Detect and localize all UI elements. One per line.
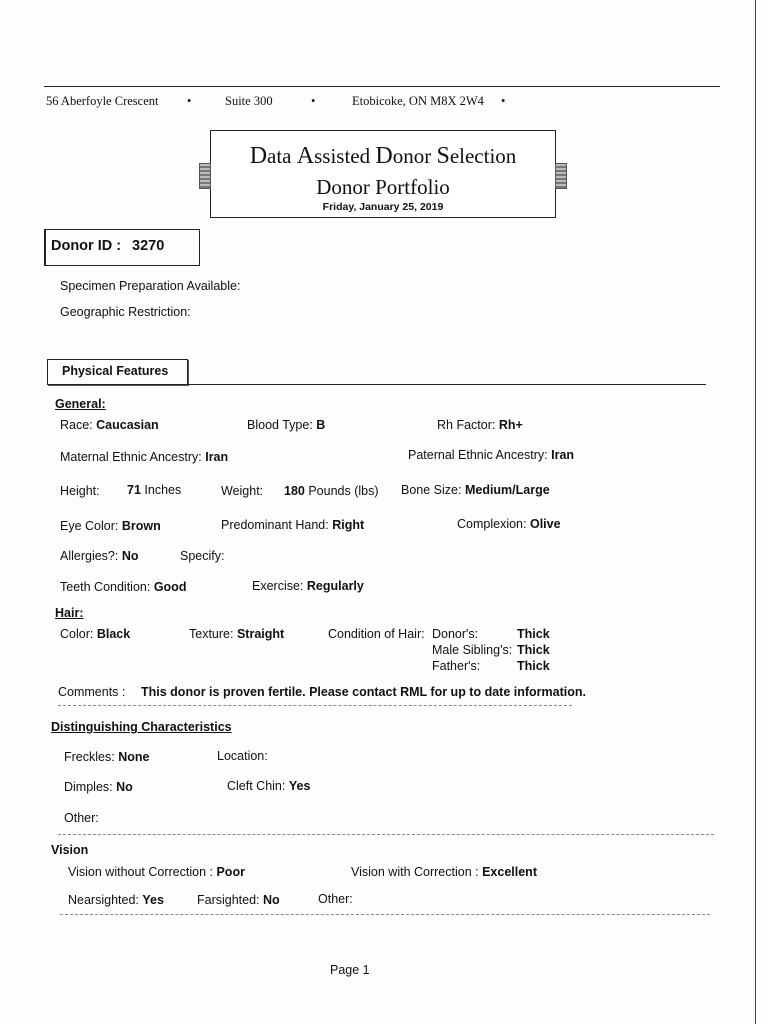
specimen-label: Specimen Preparation Available: — [60, 279, 241, 293]
hair-donor-value: Thick — [517, 627, 550, 641]
hair-sibling-label: Male Sibling's: — [432, 643, 513, 657]
page-edge-right — [755, 0, 756, 1024]
header-bullet-3: • — [501, 94, 506, 108]
teeth-condition-field: Teeth Condition: Good — [60, 580, 187, 594]
vision-with-field: Vision with Correction : Excellent — [351, 865, 537, 879]
hair-father-value: Thick — [517, 659, 550, 673]
comments-text: This donor is proven fertile. Please contact RML for up to date information. — [141, 685, 586, 699]
height-field: 71 Inches — [127, 483, 182, 497]
allergies-field: Allergies?: No — [60, 549, 139, 563]
exercise-field: Exercise: Regularly — [252, 579, 364, 593]
physical-features-title: Physical Features — [62, 364, 169, 378]
vision-without-field: Vision without Correction : Poor — [68, 865, 245, 879]
header-city: Etobicoke, ON M8X 2W4 — [352, 94, 484, 108]
comments-rule — [58, 705, 572, 706]
location-label: Location: — [217, 749, 268, 763]
predominant-hand-field: Predominant Hand: Right — [221, 518, 365, 532]
rh-factor-field: Rh Factor: Rh+ — [437, 418, 523, 432]
blood-type-field: Blood Type: B — [247, 418, 326, 432]
distinguishing-other-label: Other: — [64, 811, 99, 825]
comments-label: Comments : — [58, 685, 126, 699]
header-bullet-1: • — [187, 94, 192, 108]
header-street: 56 Aberfoyle Crescent — [46, 94, 159, 108]
portfolio-date: Friday, January 25, 2019 — [322, 201, 444, 213]
paternal-ancestry-field: Paternal Ethnic Ancestry: Iran — [408, 448, 575, 462]
eye-color-field: Eye Color: Brown — [60, 519, 161, 533]
donor-id-box — [44, 229, 200, 266]
donor-id-label: Donor ID : — [51, 238, 122, 254]
title-tab-left — [199, 163, 211, 189]
hair-condition-label: Condition of Hair: — [328, 627, 425, 641]
title-box — [210, 130, 556, 218]
distinguishing-heading: Distinguishing Characteristics — [51, 720, 232, 734]
hair-father-label: Father's: — [432, 659, 481, 673]
vision-other-label: Other: — [318, 892, 353, 906]
distinguishing-rule — [58, 834, 714, 835]
hair-donor-label: Donor's: — [432, 627, 479, 641]
freckles-field: Freckles: None — [64, 750, 150, 764]
physical-rule — [186, 384, 706, 385]
maternal-ancestry-field: Maternal Ethnic Ancestry: Iran — [60, 450, 229, 464]
bone-size-field: Bone Size: Medium/Large — [401, 483, 550, 497]
hair-sibling-value: Thick — [517, 643, 550, 657]
header-suite: Suite 300 — [225, 94, 273, 108]
race-field: Race: Caucasian — [60, 418, 159, 432]
dimples-field: Dimples: No — [64, 780, 133, 794]
physical-features-box — [47, 359, 188, 385]
farsighted-field: Farsighted: No — [197, 893, 280, 907]
height-label: Height: — [60, 484, 100, 498]
donor-id-value: 3270 — [132, 238, 165, 254]
cleft-chin-field: Cleft Chin: Yes — [227, 779, 311, 793]
general-heading: General: — [55, 397, 106, 411]
page-number: Page 1 — [330, 963, 370, 977]
title-line-2: Donor Portfolio — [316, 175, 450, 199]
complexion-field: Complexion: Olive — [457, 517, 561, 531]
hair-color-field: Color: Black — [60, 627, 131, 641]
vision-rule — [60, 914, 710, 915]
title-line-1: Data Assisted Donor Selection — [249, 143, 517, 169]
hair-texture-field: Texture: Straight — [189, 627, 285, 641]
geo-restriction-label: Geographic Restriction: — [60, 305, 191, 319]
weight-field: 180 Pounds (lbs) — [284, 484, 379, 498]
nearsighted-field: Nearsighted: Yes — [68, 893, 164, 907]
title-tab-right — [555, 163, 567, 189]
vision-heading: Vision — [51, 843, 89, 857]
specify-label: Specify: — [180, 549, 225, 563]
header-bullet-2: • — [311, 94, 316, 108]
hair-heading: Hair: — [55, 606, 84, 620]
header-rule — [44, 86, 720, 87]
weight-label: Weight: — [221, 484, 264, 498]
